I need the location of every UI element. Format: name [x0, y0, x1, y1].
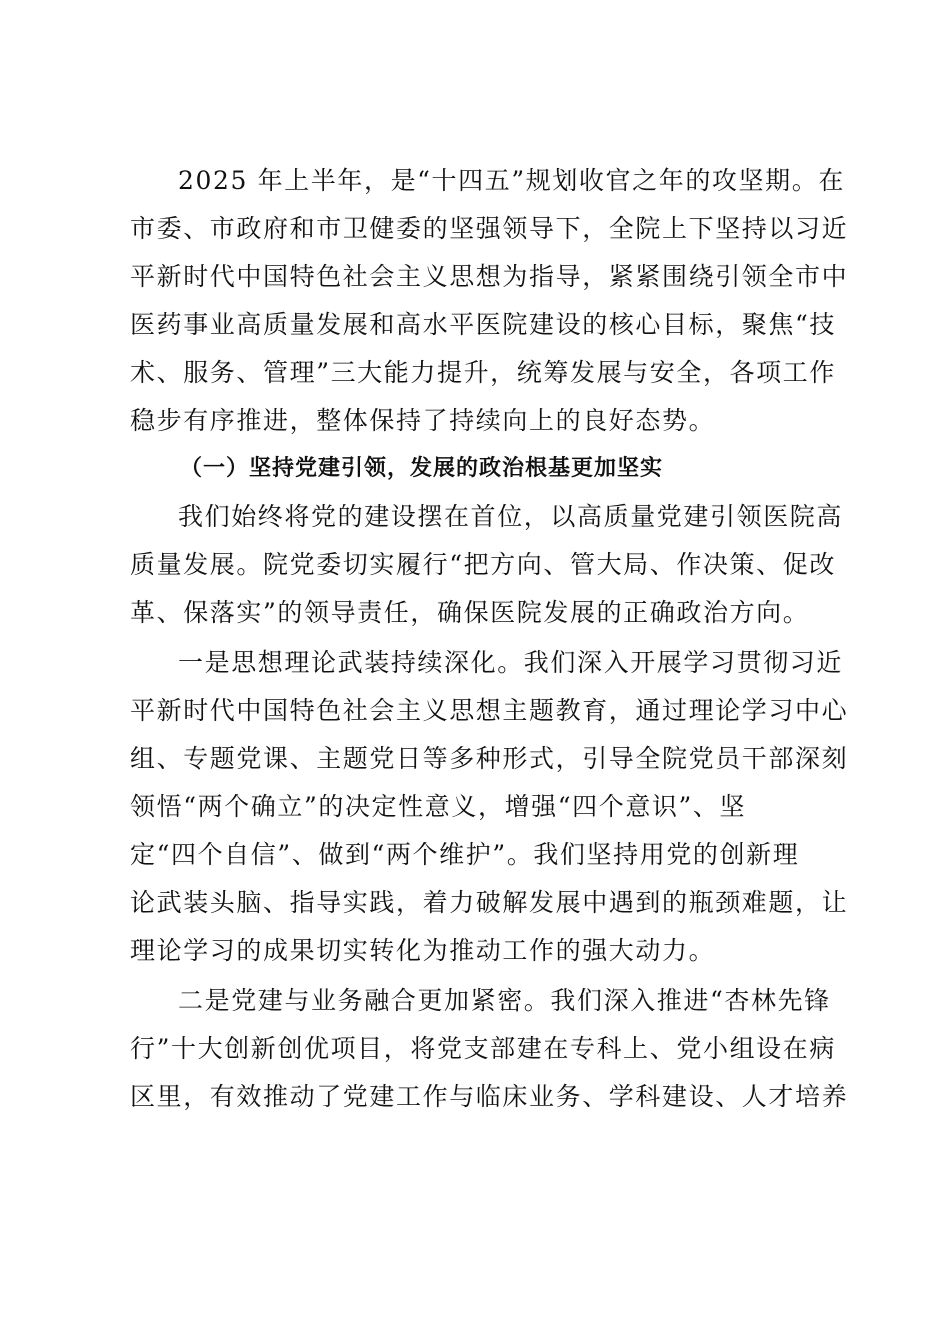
document-body: [130, 157, 849, 1121]
text-line: 行”十大创新创优项目，将党支部建在专科上、党小组设在病: [130, 1034, 836, 1063]
paragraph-intro: [130, 157, 849, 445]
text-line: 质量发展。院党委切实履行“把方向、管大局、作决策、促改: [130, 550, 836, 579]
text-line: 革、保落实”的领导责任，确保医院发展的正确政治方向。: [130, 598, 810, 627]
section-heading: （一）坚持党建引领，发展的政治根基更加坚实: [180, 456, 664, 481]
text-line: 2025 年上半年，是“十四五”规划收官之年的攻坚期。在: [178, 166, 845, 195]
text-line: 区里，有效推动了党建工作与临床业务、学科建设、人才培养: [130, 1082, 849, 1111]
text-line: 理论学习的成果切实转化为推动工作的强大动力。: [130, 936, 716, 965]
text-line: 一是思想理论武装持续深化。我们深入开展学习贯彻习近: [178, 648, 844, 677]
text-line: 医药事业高质量发展和高水平医院建设的核心目标，聚焦“技: [130, 310, 836, 339]
text-line: 定“四个自信”、做到“两个维护”。我们坚持用党的创新理: [130, 840, 800, 869]
text-line: 平新时代中国特色社会主义思想为指导，紧紧围绕引领全市中: [130, 262, 849, 291]
text-line: 二是党建与业务融合更加紧密。我们深入推进“杏林先锋: [178, 986, 831, 1015]
paragraph-party-building: [130, 493, 844, 637]
text-line: 论武装头脑、指导实践，着力破解发展中遇到的瓶颈难题，让: [130, 888, 849, 917]
text-line: 稳步有序推进，整体保持了持续向上的良好态势。: [130, 406, 716, 435]
text-line: 市委、市政府和市卫健委的坚强领导下，全院上下坚持以习近: [130, 214, 849, 243]
text-line: 平新时代中国特色社会主义思想主题教育，通过理论学习中心: [130, 696, 849, 725]
paragraph-integration: [130, 977, 849, 1121]
text-line: 领悟“两个确立”的决定性意义，增强“四个意识”、坚: [130, 792, 747, 821]
text-line: 术、服务、管理”三大能力提升，统筹发展与安全，各项工作: [130, 358, 836, 387]
text-line: 我们始终将党的建设摆在首位，以高质量党建引领医院高: [178, 502, 844, 531]
paragraph-theory: [130, 639, 849, 975]
text-line: 组、专题党课、主题党日等多种形式，引导全院党员干部深刻: [130, 744, 849, 773]
